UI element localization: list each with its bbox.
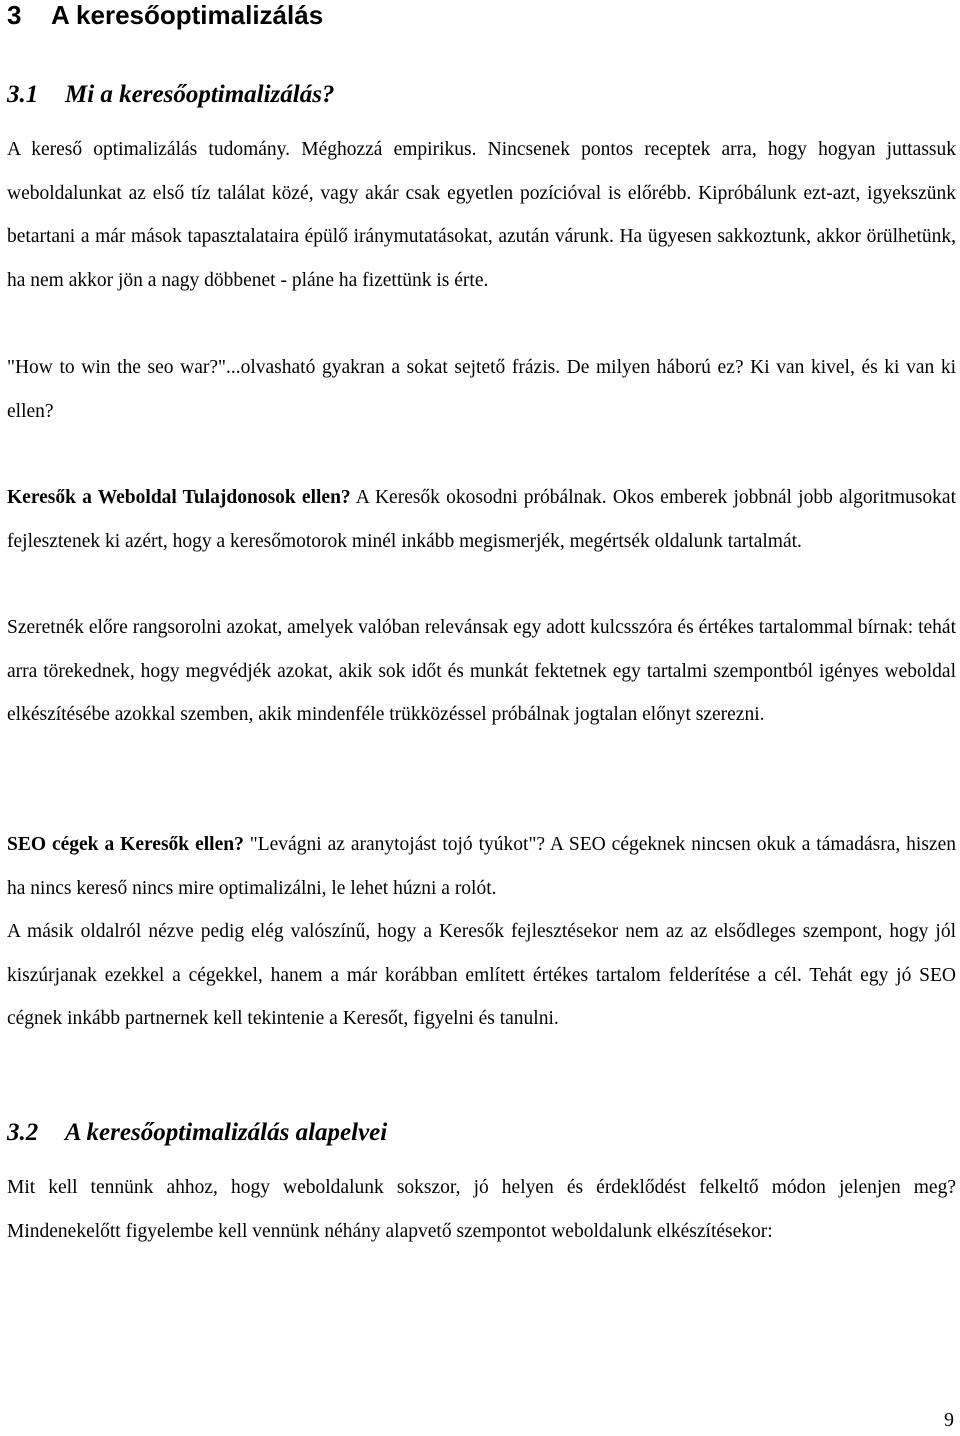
chapter-title: A keresőoptimalizálás <box>51 0 324 30</box>
paragraph-text: A Keresők okosodni próbálnak. Okos emberek jobbnál jobb algoritmusokat fejlesztenek ki azért, hogy a keresőmotorok minél inkább megismerjék, megértsék oldalunk tartalmát. <box>7 487 956 552</box>
section-title: A keresőoptimalizálás alapelvei <box>65 1119 388 1146</box>
paragraph-lead: SEO cégek a Keresők ellen? <box>7 834 244 855</box>
section-number: 3.2 <box>7 1119 39 1146</box>
paragraph-masik-oldal: A másik oldalról nézve pedig elég valószínű, hogy a Keresők fejlesztésekor nem az az elsődleges szempont, hogy jól kiszúrjanak ezekkel a cégekkel, hanem a már korábban említett értékes tartalom felderítése a cél. Tehát egy jó SEO cégnek inkább partnernek kell tekintenie a Keresőt, figyelni és tanulni. <box>7 921 956 1030</box>
section-title: Mi a keresőoptimalizálás? <box>65 81 335 108</box>
paragraph-lead: Keresők a Weboldal Tulajdonosok ellen? <box>7 487 351 508</box>
paragraph-alapelvek: Mit kell tennünk ahhoz, hogy weboldalunk sokszor, jó helyen és érdeklődést felkeltő módon jelenjen meg? Mindenekelőtt figyelembe kell vennünk néhány alapvető szempontot weboldalunk elkészítésekor: <box>7 1177 956 1242</box>
chapter-number: 3 <box>7 0 22 30</box>
paragraph-text: "Levágni az aranytojást tojó tyúkot"? A SEO cégeknek nincsen okuk a támadásra, hiszen ha nincs kereső nincs mire optimalizálni, le lehet húzni a rolót. <box>7 834 956 899</box>
section-heading-3-1 <box>7 78 334 112</box>
page-number: 9 <box>944 1409 954 1431</box>
paragraph-intro: A kereső optimalizálás tudomány. Méghozzá empirikus. Nincsenek pontos receptek arra, hogy hogyan juttassuk weboldalunkat az első tíz találat közé, vagy akár csak egyetlen pozícióval is előrébb. Kipróbálunk ezt-azt, igyekszünk betartani a már mások tapasztalataira épülő iránymutatásokat, azután várunk. Ha ügyesen sakkoztunk, akkor örülhetünk, ha nem akkor jön a nagy döbbenet - pláne ha fizettünk is érte. <box>7 139 956 291</box>
section-number: 3.1 <box>7 81 39 108</box>
paragraph-keresok <box>7 476 956 563</box>
section-heading-3-2 <box>7 1116 387 1150</box>
paragraph-rangsorolni: Szeretnék előre rangsorolni azokat, amelyek valóban relevánsak egy adott kulcsszóra és értékes tartalommal bírnak: tehát arra törekednek, hogy megvédjék azokat, akik sok időt és munkát fektetnek egy tartalmi szempontból igényes weboldal elkészítésébe azokkal szemben, akik mindenféle trükközéssel próbálnak jogtalan előnyt szerezni. <box>7 617 956 726</box>
paragraph-seo-war: "How to win the seo war?"...olvasható gyakran a sokat sejtető frázis. De milyen háború ez? Ki van kivel, és ki van ki ellen? <box>7 357 956 422</box>
chapter-heading <box>7 0 323 32</box>
paragraph-seo-cegek <box>7 823 956 910</box>
